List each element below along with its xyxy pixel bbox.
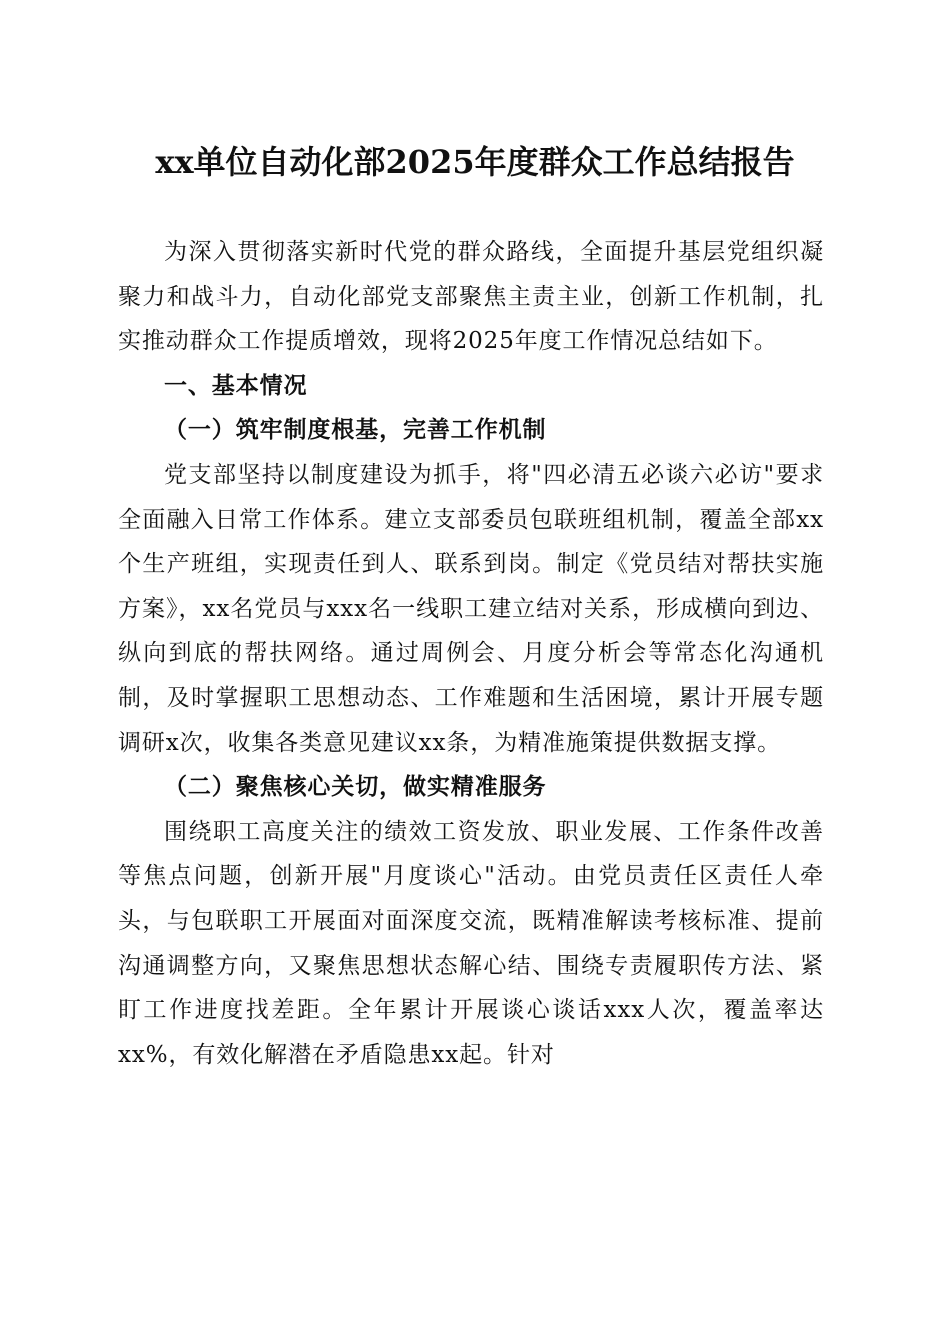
- subsection-paragraph-1: 党支部坚持以制度建设为抓手，将"四必清五必谈六必访"要求全面融入日常工作体系。建立支部委员包联班组机制，覆盖全部xx个生产班组，实现责任到人、联系到岗。制定《党员结对帮扶实施方案》，xx名党员与xxx名一线职工建立结对关系，形成横向到边、纵向到底的帮扶网络。通过周例会、月度分析会等常态化沟通机制，及时掌握职工思想动态、工作难题和生活困境，累计开展专题调研x次，收集各类意见建议xx条，为精准施策提供数据支撑。: [118, 461, 824, 756]
- document-title: xx单位自动化部2025年度群众工作总结报告: [155, 143, 795, 181]
- section-heading-basic-situation: 一、基本情况: [164, 372, 308, 399]
- document-body: [118, 230, 824, 1077]
- intro-paragraph: 为深入贯彻落实新时代党的群众路线，全面提升基层党组织凝聚力和战斗力，自动化部党支部聚焦主责主业，创新工作机制，扎实推动群众工作提质增效，现将2025年度工作情况总结如下。: [118, 239, 824, 355]
- subsection-heading-1: （一）筑牢制度根基，完善工作机制: [164, 416, 547, 444]
- subsection-heading-2: （二）聚焦核心关切，做实精准服务: [164, 773, 547, 801]
- subsection-paragraph-2: 围绕职工高度关注的绩效工资发放、职业发展、工作条件改善等焦点问题，创新开展"月度谈心"活动。由党员责任区责任人牵头，与包联职工开展面对面深度交流，既精准解读考核标准、提前沟通调整方向，又聚焦思想状态解心结、围绕专责履职传方法、紧盯工作进度找差距。全年累计开展谈心谈话xxx人次，覆盖率达xx%，有效化解潜在矛盾隐患xx起。针对: [118, 818, 824, 1068]
